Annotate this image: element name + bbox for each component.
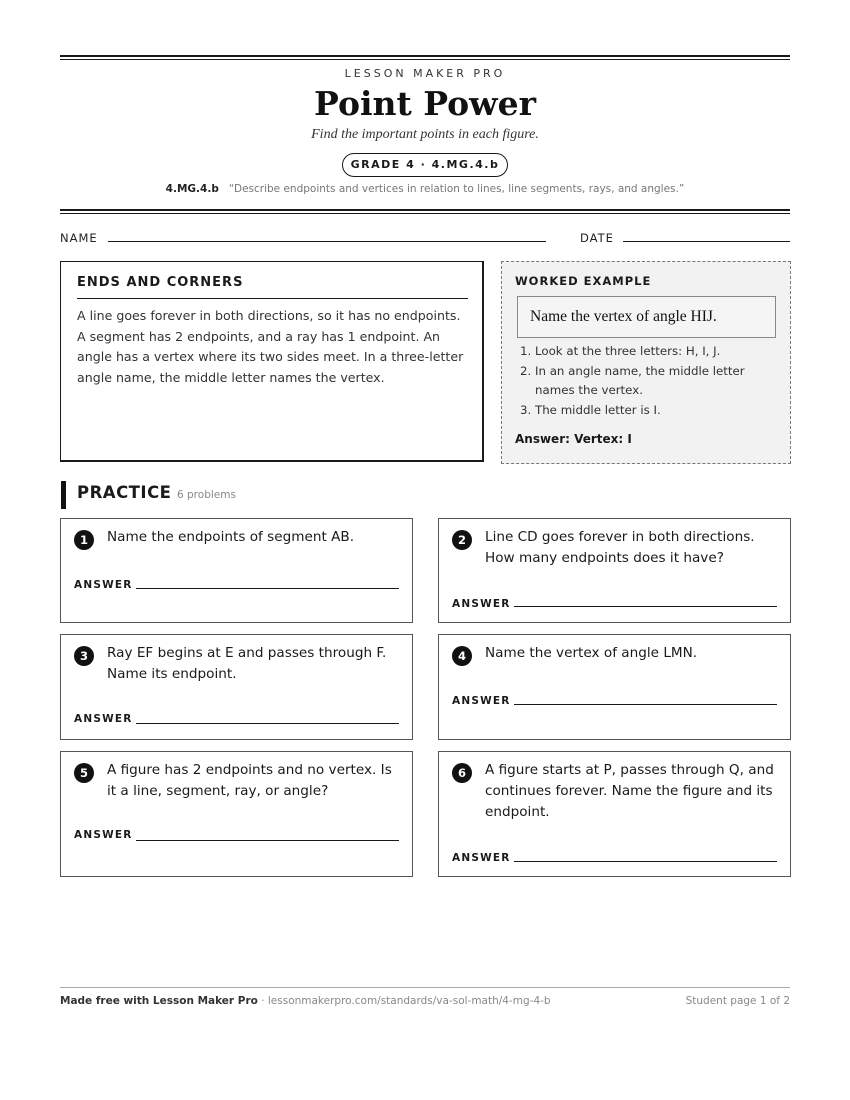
practice-title: PRACTICE [77,483,172,502]
problem-card-6 [438,751,791,877]
brand-name: LESSON MAKER PRO [344,67,506,80]
worked-example-step: 1. Look at the three letters: H, I, J. [535,342,775,362]
worksheet-title: Point Power [314,84,536,123]
problem-question: Ray EF begins at E and passes through F. Name its endpoint. [107,645,387,682]
answer-field[interactable] [136,723,399,724]
problem-question: Name the endpoints of segment AB. [107,529,355,545]
standard-code: 4.MG.4.b [165,183,219,195]
problem-number: 6 [452,763,472,783]
practice-count: 6 problems [177,489,236,501]
problem-number: 1 [74,530,94,550]
worked-example-title: WORKED EXAMPLE [515,274,652,288]
concept-title: ENDS AND CORNERS [77,275,244,290]
grade-badge: GRADE 4 · 4.MG.4.b [342,153,508,177]
date-label: DATE [580,231,614,245]
name-label: NAME [60,231,98,245]
answer-label: ANSWER [74,713,133,725]
header-rule-thin [60,213,790,214]
problem-question: Line CD goes forever in both directions. How many endpoints does it have? [485,529,755,566]
answer-field[interactable] [514,704,777,705]
worked-example-prompt: Name the vertex of angle HIJ. [517,296,776,338]
concept-divider [77,298,468,299]
answer-label: ANSWER [452,852,511,864]
problem-card-3 [60,634,413,740]
worked-example-step: 3. The middle letter is I. [535,401,775,421]
problem-number: 4 [452,646,472,666]
date-field[interactable] [623,241,790,242]
concept-box [60,261,484,462]
worked-example-answer: Answer: Vertex: I [515,432,632,446]
problem-number: 2 [452,530,472,550]
footer-credit [60,995,551,1007]
name-field[interactable] [108,241,546,242]
concept-body: A line goes forever in both directions, so it has no endpoints. A segment has 2 endpoints, and a ray has 1 endpoint. An angle has a vertex where its two sides meet. In a three-letter angle name, the middle letter names the vertex. [77,308,464,385]
problem-question: Name the vertex of angle LMN. [485,645,698,661]
answer-label: ANSWER [74,579,133,591]
answer-field[interactable] [514,861,777,862]
answer-field[interactable] [136,588,399,589]
footer-url[interactable]: · lessonmakerpro.com/standards/va-sol-math/4-mg-4-b [257,995,551,1007]
problem-number: 3 [74,646,94,666]
problem-card-5 [60,751,413,877]
problem-card-2 [438,518,791,623]
footer-rule [60,987,790,988]
standard-line [0,183,850,195]
worked-example-step: 2. In an angle name, the middle letter names the vertex. [535,362,775,401]
answer-field[interactable] [136,840,399,841]
top-rule [60,55,790,57]
problem-card-4 [438,634,791,740]
worksheet-subtitle: Find the important points in each figure. [311,127,539,142]
worked-example-box [501,261,791,464]
answer-label: ANSWER [452,598,511,610]
answer-label: ANSWER [74,829,133,841]
standard-description: “Describe endpoints and vertices in relation to lines, line segments, rays, and angles.” [228,183,685,195]
problem-question: A figure has 2 endpoints and no vertex. Is it a line, segment, ray, or angle? [107,762,392,799]
problem-number: 5 [74,763,94,783]
footer-page-number: Student page 1 of 2 [685,995,790,1007]
worked-example-steps [515,342,775,420]
answer-field[interactable] [514,606,777,607]
answer-label: ANSWER [452,695,511,707]
problem-card-1 [60,518,413,623]
top-rule-thin [60,59,790,60]
footer-made-with: Made free with Lesson Maker Pro [60,995,258,1007]
problem-question: A figure starts at P, passes through Q, and continues forever. Name the figure and its endpoint. [485,762,774,820]
header-rule [60,209,790,211]
practice-accent-bar [61,481,66,509]
